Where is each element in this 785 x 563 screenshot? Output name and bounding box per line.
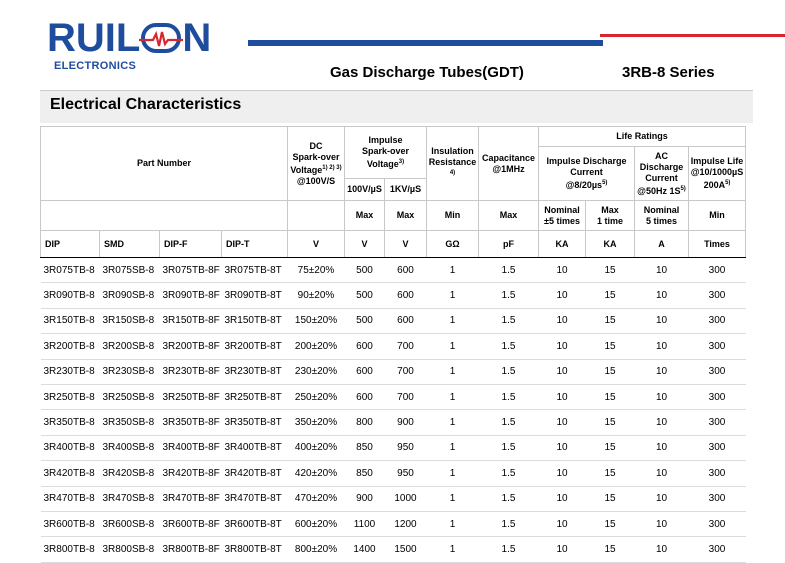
table-cell: 1.5 [479, 258, 539, 283]
table-cell: 230±20% [288, 359, 345, 384]
insulation-min: Min [427, 201, 479, 231]
table-cell: 700 [385, 384, 427, 409]
table-cell: 3R600TB-8T [222, 511, 288, 536]
table-cell: 700 [385, 359, 427, 384]
table-cell: 600 [345, 384, 385, 409]
table-cell: 3R420SB-8 [100, 461, 160, 486]
impulse-life-min: Min [689, 201, 746, 231]
table-cell: 1.5 [479, 384, 539, 409]
table-cell: 300 [689, 435, 746, 460]
capacitance-header-line: @1MHz [492, 163, 525, 174]
max-line: 1 time [596, 215, 623, 226]
table-cell: 3R200TB-8 [41, 334, 100, 359]
ac-header-line: @50Hz 1S [637, 185, 681, 196]
table-cell: 10 [539, 258, 586, 283]
capacitance-max: Max [479, 201, 539, 231]
table-cell: 1.5 [479, 435, 539, 460]
table-cell: 1200 [385, 511, 427, 536]
table-cell: 1 [427, 537, 479, 562]
header-blue-bar [248, 40, 603, 46]
table-cell: 3R090TB-8 [41, 283, 100, 308]
table-row [41, 435, 746, 460]
table-cell: 10 [635, 384, 689, 409]
table-cell: 3R075SB-8 [100, 258, 160, 283]
table-cell: 1.5 [479, 359, 539, 384]
table-cell: 3R090TB-8F [160, 283, 222, 308]
table-cell: 3R230SB-8 [100, 359, 160, 384]
table-cell: 15 [586, 308, 635, 333]
brand-name-part1: RUIL [47, 16, 141, 60]
table-cell: 15 [586, 359, 635, 384]
unit-cell: DIP-T [222, 231, 288, 258]
table-cell: 10 [539, 334, 586, 359]
table-cell: 10 [539, 384, 586, 409]
table-cell: 350±20% [288, 410, 345, 435]
table-cell: 3R250SB-8 [100, 384, 160, 409]
impulse-sparkover-header [345, 127, 427, 179]
table-cell: 15 [586, 511, 635, 536]
table-cell: 500 [345, 283, 385, 308]
table-cell: 10 [635, 258, 689, 283]
table-cell: 600 [385, 258, 427, 283]
table-cell: 10 [635, 410, 689, 435]
idc-max-1time [586, 201, 635, 231]
table-cell: 1.5 [479, 537, 539, 562]
dc-sparkover-header [288, 127, 345, 201]
table-cell: 1.5 [479, 283, 539, 308]
table-cell: 10 [539, 410, 586, 435]
table-cell: 3R230TB-8T [222, 359, 288, 384]
characteristics-table-main [40, 126, 746, 563]
table-cell: 3R800SB-8 [100, 537, 160, 562]
il-header-line: 200A [703, 180, 726, 190]
table-cell: 1.5 [479, 511, 539, 536]
il-header-line: @10/1000µS [690, 167, 744, 177]
table-cell: 10 [635, 486, 689, 511]
section-header [40, 90, 753, 123]
section-title: Electrical Characteristics [50, 96, 242, 113]
table-cell: 3R600SB-8 [100, 511, 160, 536]
table-row [41, 283, 746, 308]
dc-header-line: Voltage [290, 164, 323, 175]
impulse-header-line: Impulse [368, 135, 403, 145]
idc-header-line: Impulse Discharge [546, 156, 627, 166]
table-cell: 300 [689, 308, 746, 333]
table-cell: 1 [427, 359, 479, 384]
dc-header-line: Spark-over [292, 151, 340, 162]
unit-cell: pF [479, 231, 539, 258]
ac-nominal [635, 201, 689, 231]
dc-subcell [288, 201, 345, 231]
table-cell: 10 [539, 511, 586, 536]
table-cell: 800±20% [288, 537, 345, 562]
table-cell: 300 [689, 537, 746, 562]
table-cell: 10 [635, 334, 689, 359]
unit-cell: DIP [41, 231, 100, 258]
nominal-line: 5 times [645, 215, 678, 226]
ac-header-line: AC [655, 150, 668, 161]
max-line: Max [601, 204, 619, 215]
table-cell: 3R230TB-8F [160, 359, 222, 384]
table-cell: 300 [689, 511, 746, 536]
table-cell: 10 [635, 308, 689, 333]
table-cell: 700 [385, 334, 427, 359]
table-cell: 1000 [385, 486, 427, 511]
table-cell: 470±20% [288, 486, 345, 511]
table-cell: 300 [689, 258, 746, 283]
table-cell: 1400 [345, 537, 385, 562]
unit-cell: SMD [100, 231, 160, 258]
footnote-ref: 5) [602, 180, 608, 186]
footnote-ref: 5) [680, 185, 686, 192]
table-cell: 3R200TB-8F [160, 334, 222, 359]
table-cell: 950 [385, 461, 427, 486]
table-cell: 3R350TB-8F [160, 410, 222, 435]
table-cell: 3R230TB-8 [41, 359, 100, 384]
idc-header [539, 147, 635, 201]
impulse-header-line: Spark-over [361, 146, 410, 156]
table-cell: 3R800TB-8F [160, 537, 222, 562]
insulation-header-line: Resistance [428, 157, 477, 167]
table-cell: 3R150TB-8F [160, 308, 222, 333]
table-cell: 3R150TB-8 [41, 308, 100, 333]
table-cell: 3R075TB-8F [160, 258, 222, 283]
table-cell: 900 [345, 486, 385, 511]
capacitance-header [479, 127, 539, 201]
footnote-ref: 5) [725, 180, 731, 186]
table-cell: 3R350SB-8 [100, 410, 160, 435]
footnote-ref: 1) 2) 3) [322, 164, 342, 171]
table-cell: 300 [689, 359, 746, 384]
table-cell: 3R150SB-8 [100, 308, 160, 333]
impulse-header-line: Voltage [366, 159, 399, 169]
table-cell: 10 [635, 511, 689, 536]
table-cell: 200±20% [288, 334, 345, 359]
table-cell: 3R470TB-8 [41, 486, 100, 511]
table-cell: 850 [345, 461, 385, 486]
table-cell: 1.5 [479, 308, 539, 333]
nominal-line: ±5 times [544, 215, 580, 226]
impulse-1kv-max: Max [385, 201, 427, 231]
table-cell: 300 [689, 334, 746, 359]
table-cell: 300 [689, 410, 746, 435]
table-cell: 1 [427, 384, 479, 409]
table-cell: 3R075TB-8 [41, 258, 100, 283]
footnote-ref: 3) [398, 159, 405, 165]
table-row [41, 511, 746, 536]
heartbeat-icon [141, 23, 181, 53]
table-cell: 10 [635, 537, 689, 562]
impulse-100v-header: 100V/µS [345, 179, 385, 201]
table-cell: 3R200SB-8 [100, 334, 160, 359]
table-cell: 1 [427, 308, 479, 333]
table-cell: 10 [539, 435, 586, 460]
table-cell: 10 [539, 461, 586, 486]
table-cell: 10 [635, 283, 689, 308]
unit-cell: KA [539, 231, 586, 258]
table-cell: 1.5 [479, 334, 539, 359]
table-cell: 600 [385, 308, 427, 333]
table-cell: 3R250TB-8F [160, 384, 222, 409]
table-cell: 1 [427, 435, 479, 460]
table-cell: 3R250TB-8 [41, 384, 100, 409]
table-cell: 1 [427, 334, 479, 359]
table-cell: 420±20% [288, 461, 345, 486]
brand-logo [47, 18, 211, 72]
table-cell: 1.5 [479, 410, 539, 435]
table-cell: 1100 [345, 511, 385, 536]
table-body [41, 258, 746, 563]
table-cell: 10 [635, 435, 689, 460]
table-cell: 3R150TB-8T [222, 308, 288, 333]
table-cell: 1 [427, 410, 479, 435]
unit-cell: KA [586, 231, 635, 258]
table-cell: 500 [345, 258, 385, 283]
table-cell: 15 [586, 334, 635, 359]
table-cell: 10 [539, 283, 586, 308]
table-row [41, 334, 746, 359]
insulation-header [427, 127, 479, 201]
table-cell: 1500 [385, 537, 427, 562]
table-cell: 1 [427, 258, 479, 283]
idc-nominal [539, 201, 586, 231]
table-cell: 3R420TB-8 [41, 461, 100, 486]
ac-discharge-header [635, 147, 689, 201]
table-cell: 15 [586, 258, 635, 283]
brand-name [47, 18, 211, 58]
table-row [41, 486, 746, 511]
table-cell: 3R250TB-8T [222, 384, 288, 409]
table-cell: 15 [586, 283, 635, 308]
table-cell: 15 [586, 486, 635, 511]
header-red-bar [600, 34, 785, 37]
life-ratings-header: Life Ratings [539, 127, 746, 147]
idc-header-line: Current [570, 167, 603, 177]
unit-cell: DIP-F [160, 231, 222, 258]
unit-cell: Times [689, 231, 746, 258]
dc-header-line: DC [309, 140, 323, 151]
table-cell: 3R400TB-8 [41, 435, 100, 460]
idc-header-line: @8/20µs [565, 180, 603, 190]
table-row [41, 410, 746, 435]
table-cell: 950 [385, 435, 427, 460]
nominal-line: Nominal [643, 204, 680, 215]
document-title: Gas Discharge Tubes(GDT) [330, 64, 524, 81]
table-cell: 15 [586, 461, 635, 486]
table-cell: 3R420TB-8T [222, 461, 288, 486]
table-cell: 10 [539, 359, 586, 384]
impulse-life-header [689, 147, 746, 201]
ac-header-line: Discharge [639, 161, 684, 172]
table-cell: 3R420TB-8F [160, 461, 222, 486]
table-row [41, 384, 746, 409]
table-cell: 1 [427, 486, 479, 511]
impulse-100v-max: Max [345, 201, 385, 231]
table-cell: 10 [539, 537, 586, 562]
table-cell: 3R470TB-8T [222, 486, 288, 511]
table-cell: 3R600TB-8F [160, 511, 222, 536]
table-row [41, 359, 746, 384]
table-cell: 400±20% [288, 435, 345, 460]
table-cell: 3R075TB-8T [222, 258, 288, 283]
ac-header-line: Current [645, 172, 678, 183]
table-cell: 3R400TB-8F [160, 435, 222, 460]
table-cell: 10 [539, 486, 586, 511]
table-cell: 800 [345, 410, 385, 435]
table-cell: 300 [689, 461, 746, 486]
table-cell: 3R200TB-8T [222, 334, 288, 359]
table-row [41, 308, 746, 333]
table-cell: 600 [345, 359, 385, 384]
unit-cell: V [288, 231, 345, 258]
unit-cell: V [385, 231, 427, 258]
table-cell: 75±20% [288, 258, 345, 283]
table-cell: 15 [586, 384, 635, 409]
table-cell: 3R470TB-8F [160, 486, 222, 511]
unit-cell: V [345, 231, 385, 258]
insulation-header-line: Insulation [431, 146, 474, 156]
part-number-subcell [41, 201, 288, 231]
table-cell: 150±20% [288, 308, 345, 333]
table-cell: 15 [586, 410, 635, 435]
table-cell: 1.5 [479, 486, 539, 511]
table-cell: 300 [689, 283, 746, 308]
table-cell: 90±20% [288, 283, 345, 308]
part-number-header: Part Number [41, 127, 288, 201]
unit-cell: A [635, 231, 689, 258]
dc-header-line: @100V/S [296, 175, 336, 186]
table-cell: 15 [586, 537, 635, 562]
table-cell: 3R090SB-8 [100, 283, 160, 308]
units-row [41, 231, 746, 258]
impulse-1kv-header: 1KV/µS [385, 179, 427, 201]
brand-subtitle: ELECTRONICS [54, 60, 137, 72]
il-header-line: Impulse Life [690, 156, 744, 166]
table-cell: 850 [345, 435, 385, 460]
table-cell: 600 [345, 334, 385, 359]
table-cell: 600±20% [288, 511, 345, 536]
table-cell: 300 [689, 486, 746, 511]
table-row [41, 258, 746, 283]
table-cell: 3R800TB-8T [222, 537, 288, 562]
table-cell: 3R800TB-8 [41, 537, 100, 562]
table-cell: 500 [345, 308, 385, 333]
table-cell: 3R600TB-8 [41, 511, 100, 536]
table-cell: 250±20% [288, 384, 345, 409]
table-cell: 10 [539, 308, 586, 333]
table-cell: 600 [385, 283, 427, 308]
table-cell: 10 [635, 461, 689, 486]
table-cell: 3R090TB-8T [222, 283, 288, 308]
table-cell: 3R350TB-8T [222, 410, 288, 435]
table-cell: 300 [689, 384, 746, 409]
table-cell: 1.5 [479, 461, 539, 486]
table-row [41, 537, 746, 562]
table-cell: 900 [385, 410, 427, 435]
footnote-ref: 4) [449, 170, 456, 176]
table-cell: 1 [427, 461, 479, 486]
table-cell: 15 [586, 435, 635, 460]
table-cell: 1 [427, 511, 479, 536]
table-row [41, 461, 746, 486]
table-cell: 10 [635, 359, 689, 384]
capacitance-header-line: Capacitance [481, 152, 536, 163]
series-name: 3RB-8 Series [622, 64, 715, 81]
table-cell: 3R470SB-8 [100, 486, 160, 511]
unit-cell: GΩ [427, 231, 479, 258]
nominal-line: Nominal [544, 204, 580, 215]
table-cell: 3R350TB-8 [41, 410, 100, 435]
table-cell: 3R400TB-8T [222, 435, 288, 460]
brand-name-part2: N [182, 16, 212, 60]
table-cell: 1 [427, 283, 479, 308]
table-cell: 3R400SB-8 [100, 435, 160, 460]
